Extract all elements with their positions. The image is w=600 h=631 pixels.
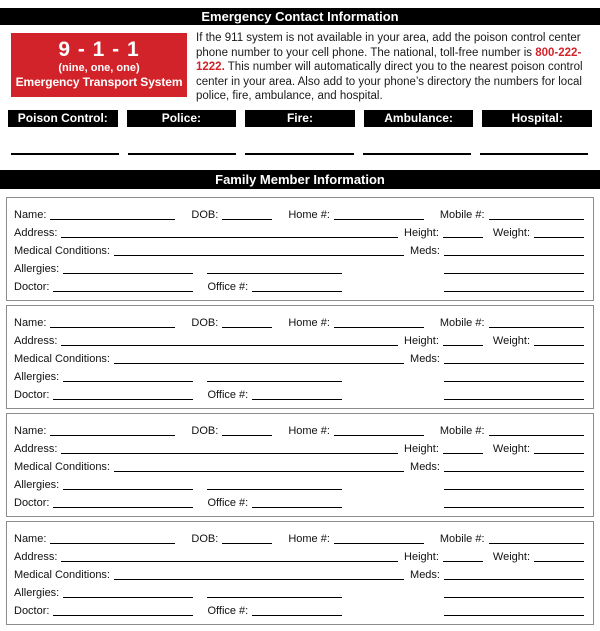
meds-label: Meds: bbox=[410, 244, 440, 257]
meds-continued-line-2 bbox=[444, 291, 584, 292]
mobile-phone-blank-line bbox=[489, 435, 584, 436]
dob-blank-line bbox=[222, 435, 272, 436]
office-phone-label: Office #: bbox=[207, 388, 249, 401]
meds-blank-line bbox=[444, 579, 584, 580]
name-blank-line bbox=[50, 435, 175, 436]
meds-blank-line bbox=[444, 255, 584, 256]
weight-blank-line bbox=[534, 453, 584, 454]
height-label: Height: bbox=[404, 442, 439, 455]
emergency-header-title: Emergency Contact Information bbox=[201, 9, 399, 24]
office-phone-blank-line bbox=[252, 615, 342, 616]
height-blank-line bbox=[443, 561, 483, 562]
doctor-blank-line bbox=[53, 399, 193, 400]
medical-conditions-blank-line bbox=[114, 579, 404, 580]
hospital-blank-line bbox=[480, 153, 588, 155]
family-header-bar bbox=[0, 170, 600, 189]
home-phone-label: Home #: bbox=[288, 208, 330, 221]
intro-text-post: This number will automatically direct you to the nearest poison control center in your area. Also add to your phone’s directory the numbers for local police, fire, ambulance, and hospital. bbox=[196, 61, 583, 103]
meds-label: Meds: bbox=[410, 568, 440, 581]
dob-blank-line bbox=[222, 543, 272, 544]
home-phone-blank-line bbox=[334, 543, 424, 544]
meds-continued-line-2 bbox=[444, 507, 584, 508]
contact-box-hospital: Hospital: bbox=[482, 110, 592, 127]
doctor-blank-line bbox=[53, 507, 193, 508]
name-label: Name: bbox=[14, 208, 47, 221]
dob-label: DOB: bbox=[191, 208, 219, 221]
dob-blank-line bbox=[222, 327, 272, 328]
member-row-medical bbox=[14, 457, 584, 475]
medical-conditions-continued-line bbox=[207, 273, 342, 274]
allergies-label: Allergies: bbox=[14, 478, 60, 491]
name-blank-line bbox=[50, 327, 175, 328]
home-phone-blank-line bbox=[334, 219, 424, 220]
member-row-address bbox=[14, 439, 584, 457]
address-label: Address: bbox=[14, 442, 58, 455]
family-member-block bbox=[6, 413, 594, 517]
doctor-label: Doctor: bbox=[14, 604, 50, 617]
emergency-header-bar bbox=[0, 8, 600, 25]
member-row-name bbox=[14, 421, 584, 439]
home-phone-blank-line bbox=[334, 435, 424, 436]
weight-label: Weight: bbox=[492, 226, 530, 239]
police-blank-line bbox=[128, 153, 236, 155]
name-blank-line bbox=[50, 219, 175, 220]
home-phone-blank-line bbox=[334, 327, 424, 328]
member-row-allergies bbox=[14, 259, 584, 277]
doctor-blank-line bbox=[53, 291, 193, 292]
intro-paragraph bbox=[196, 31, 598, 104]
home-phone-label: Home #: bbox=[288, 316, 330, 329]
member-row-doctor bbox=[14, 277, 584, 295]
medical-conditions-label: Medical Conditions: bbox=[14, 352, 110, 365]
medical-conditions-blank-line bbox=[114, 363, 404, 364]
medical-conditions-label: Medical Conditions: bbox=[14, 460, 110, 473]
contact-box-fire: Fire: bbox=[245, 110, 355, 127]
dob-label: DOB: bbox=[191, 424, 219, 437]
member-row-allergies bbox=[14, 475, 584, 493]
meds-continued-line bbox=[444, 273, 584, 274]
meds-label: Meds: bbox=[410, 460, 440, 473]
member-row-doctor bbox=[14, 601, 584, 619]
address-label: Address: bbox=[14, 550, 58, 563]
weight-blank-line bbox=[534, 237, 584, 238]
dob-label: DOB: bbox=[191, 316, 219, 329]
doctor-label: Doctor: bbox=[14, 388, 50, 401]
name-label: Name: bbox=[14, 424, 47, 437]
address-blank-line bbox=[61, 561, 398, 562]
name-label: Name: bbox=[14, 316, 47, 329]
member-row-doctor bbox=[14, 385, 584, 403]
member-row-medical bbox=[14, 241, 584, 259]
medical-conditions-label: Medical Conditions: bbox=[14, 568, 110, 581]
family-member-block bbox=[6, 197, 594, 301]
member-row-name bbox=[14, 313, 584, 331]
address-blank-line bbox=[61, 453, 398, 454]
address-label: Address: bbox=[14, 334, 58, 347]
meds-label: Meds: bbox=[410, 352, 440, 365]
weight-blank-line bbox=[534, 345, 584, 346]
medical-conditions-blank-line bbox=[114, 471, 404, 472]
home-phone-label: Home #: bbox=[288, 424, 330, 437]
height-label: Height: bbox=[404, 334, 439, 347]
medical-conditions-continued-line bbox=[207, 489, 342, 490]
badge-911 bbox=[11, 33, 187, 97]
weight-blank-line bbox=[534, 561, 584, 562]
fire-blank-line bbox=[245, 153, 353, 155]
contact-box-police: Police: bbox=[127, 110, 237, 127]
height-label: Height: bbox=[404, 226, 439, 239]
family-member-block bbox=[6, 305, 594, 409]
allergies-blank-line bbox=[63, 597, 193, 598]
medical-conditions-blank-line bbox=[114, 255, 404, 256]
height-blank-line bbox=[443, 237, 483, 238]
address-blank-line bbox=[61, 345, 398, 346]
name-blank-line bbox=[50, 543, 175, 544]
address-blank-line bbox=[61, 237, 398, 238]
office-phone-label: Office #: bbox=[207, 604, 249, 617]
ambulance-blank-line bbox=[363, 153, 471, 155]
doctor-blank-line bbox=[53, 615, 193, 616]
family-member-list bbox=[0, 197, 600, 625]
allergies-label: Allergies: bbox=[14, 586, 60, 599]
name-label: Name: bbox=[14, 532, 47, 545]
medical-conditions-continued-line bbox=[207, 381, 342, 382]
badge-911-subtitle: (nine, one, one) bbox=[58, 62, 140, 74]
office-phone-label: Office #: bbox=[207, 496, 249, 509]
poison-control-blank-line bbox=[11, 153, 119, 155]
member-row-address bbox=[14, 331, 584, 349]
weight-label: Weight: bbox=[492, 550, 530, 563]
mobile-phone-blank-line bbox=[489, 543, 584, 544]
office-phone-blank-line bbox=[252, 291, 342, 292]
mobile-phone-label: Mobile #: bbox=[439, 532, 485, 545]
height-blank-line bbox=[443, 345, 483, 346]
mobile-phone-label: Mobile #: bbox=[439, 424, 485, 437]
home-phone-label: Home #: bbox=[288, 532, 330, 545]
member-row-address bbox=[14, 547, 584, 565]
member-row-medical bbox=[14, 565, 584, 583]
mobile-phone-label: Mobile #: bbox=[439, 316, 485, 329]
member-row-allergies bbox=[14, 583, 584, 601]
badge-911-caption: Emergency Transport System bbox=[15, 75, 183, 89]
contact-box-poison-control: Poison Control: bbox=[8, 110, 118, 127]
weight-label: Weight: bbox=[492, 442, 530, 455]
allergies-label: Allergies: bbox=[14, 370, 60, 383]
height-blank-line bbox=[443, 453, 483, 454]
medical-conditions-continued-line bbox=[207, 597, 342, 598]
allergies-blank-line bbox=[63, 381, 193, 382]
intro-text-pre: If the 911 system is not available in your area, add the poison control center phone number to your cell phone. The national, toll-free number is bbox=[196, 32, 581, 59]
contact-blank-line-row bbox=[11, 153, 588, 155]
member-row-address bbox=[14, 223, 584, 241]
family-member-block bbox=[6, 521, 594, 625]
member-row-allergies bbox=[14, 367, 584, 385]
contact-box-ambulance: Ambulance: bbox=[364, 110, 474, 127]
doctor-label: Doctor: bbox=[14, 280, 50, 293]
meds-blank-line bbox=[444, 363, 584, 364]
meds-continued-line bbox=[444, 381, 584, 382]
meds-continued-line bbox=[444, 489, 584, 490]
meds-continued-line bbox=[444, 597, 584, 598]
dob-label: DOB: bbox=[191, 532, 219, 545]
mobile-phone-label: Mobile #: bbox=[439, 208, 485, 221]
medical-conditions-label: Medical Conditions: bbox=[14, 244, 110, 257]
height-label: Height: bbox=[404, 550, 439, 563]
poison-control-phone-number: 800-222-1222. bbox=[196, 46, 582, 74]
member-row-medical bbox=[14, 349, 584, 367]
office-phone-blank-line bbox=[252, 507, 342, 508]
allergies-label: Allergies: bbox=[14, 262, 60, 275]
address-label: Address: bbox=[14, 226, 58, 239]
meds-blank-line bbox=[444, 471, 584, 472]
doctor-label: Doctor: bbox=[14, 496, 50, 509]
allergies-blank-line bbox=[63, 273, 193, 274]
weight-label: Weight: bbox=[492, 334, 530, 347]
meds-continued-line-2 bbox=[444, 615, 584, 616]
mobile-phone-blank-line bbox=[489, 219, 584, 220]
allergies-blank-line bbox=[63, 489, 193, 490]
dob-blank-line bbox=[222, 219, 272, 220]
intro-section bbox=[0, 33, 600, 104]
member-row-doctor bbox=[14, 493, 584, 511]
office-phone-label: Office #: bbox=[207, 280, 249, 293]
badge-911-number: 9 - 1 - 1 bbox=[58, 38, 140, 61]
mobile-phone-blank-line bbox=[489, 327, 584, 328]
family-header-title: Family Member Information bbox=[215, 171, 385, 187]
member-row-name bbox=[14, 205, 584, 223]
office-phone-blank-line bbox=[252, 399, 342, 400]
member-row-name bbox=[14, 529, 584, 547]
contact-label-row bbox=[8, 110, 592, 127]
meds-continued-line-2 bbox=[444, 399, 584, 400]
